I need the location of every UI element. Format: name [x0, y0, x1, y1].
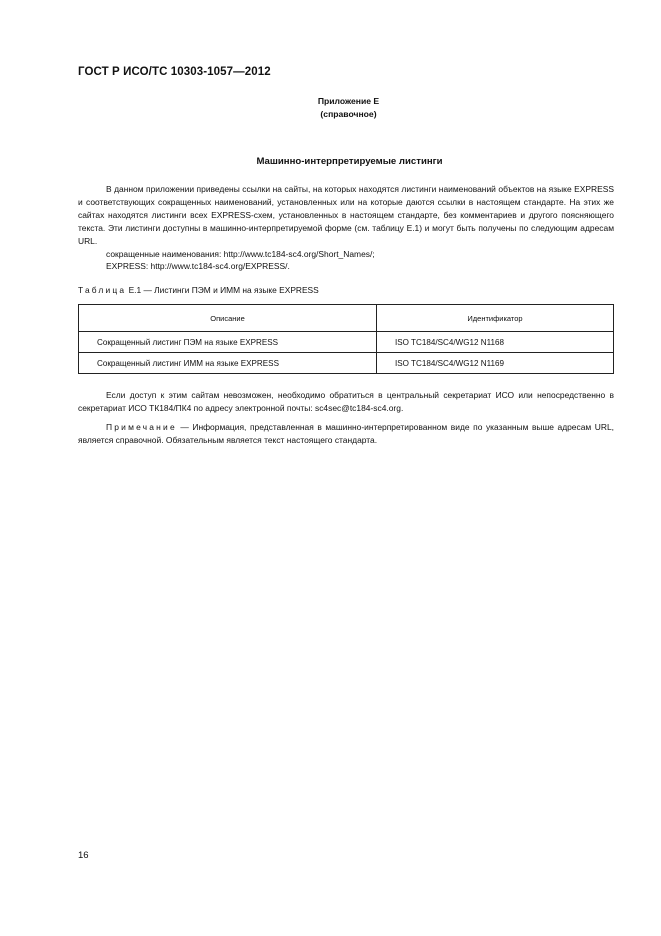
table-caption-text: — Листинги ПЭМ и ИММ на языке EXPRESS: [143, 285, 319, 295]
table-header-row: [79, 305, 614, 332]
appendix-title: Приложение Е: [317, 96, 380, 106]
note-text: — Информация, представленная в машинно-интерпретированном виде по указанным выше адресам URL, является справочной. Обязательным является текст настоящего стандарта.: [78, 421, 614, 445]
table-caption: [78, 285, 319, 295]
note-paragraph: [78, 421, 614, 447]
page-number: 16: [78, 850, 89, 861]
section-title-text: Машинно-интерпретируемые листинги: [256, 156, 443, 167]
row-description: Сокращенный листинг ИММ на языке EXPRESS: [79, 353, 377, 374]
table-caption-number: Е.1: [128, 285, 142, 295]
table-row: [79, 332, 614, 353]
table-row: [79, 353, 614, 374]
table-caption-label: Таблица: [78, 285, 127, 295]
column-header-description: Описание: [79, 305, 377, 332]
express-url-line: EXPRESS: http://www.tc184-sc4.org/EXPRESS/.: [106, 261, 290, 272]
short-names-url-line: сокращенные наименования: http://www.tc184-sc4.org/Short_Names/;: [106, 248, 375, 259]
row-identifier: ISO TC184/SC4/WG12 N1168: [377, 332, 614, 353]
section-title: [0, 156, 661, 167]
standard-code-header: ГОСТ Р ИСО/ТС 10303-1057—2012: [78, 66, 271, 78]
note-label: Примечание: [106, 421, 177, 432]
access-paragraph: Если доступ к этим сайтам невозможен, необходимо обратиться в центральный секретариат ИСО или непосредственно в секретариат ИСО ТК184/ПК4 по адресу электронной почты: sc4sec@tc184-sc4.org.: [78, 390, 614, 413]
intro-paragraph: В данном приложении приведены ссылки на сайты, на которых находятся листинги наименований объектов на языке EXPRESS и соответствующих сокращенных наименований, установленных или на которые даются ссылки в настоящем стандарте. На этих же сайтах находятся листинги всех EXPRESS-схем, установленных в настоящем стандарте, без комментариев и другого поясняющего текста. Эти листинги доступны в машинно-интерпретируемой форме (см. таблицу Е.1) и могут быть получены по следующим адресам URL.: [78, 184, 614, 246]
appendix-subtitle: (справочное): [320, 109, 377, 119]
row-identifier: ISO TC184/SC4/WG12 N1169: [377, 353, 614, 374]
after-table-text: [78, 389, 614, 453]
appendix-heading: [0, 95, 661, 121]
column-header-identifier: Идентификатор: [377, 305, 614, 332]
intro-text: [78, 183, 614, 273]
row-description: Сокращенный листинг ПЭМ на языке EXPRESS: [79, 332, 377, 353]
listings-table: [78, 304, 614, 374]
